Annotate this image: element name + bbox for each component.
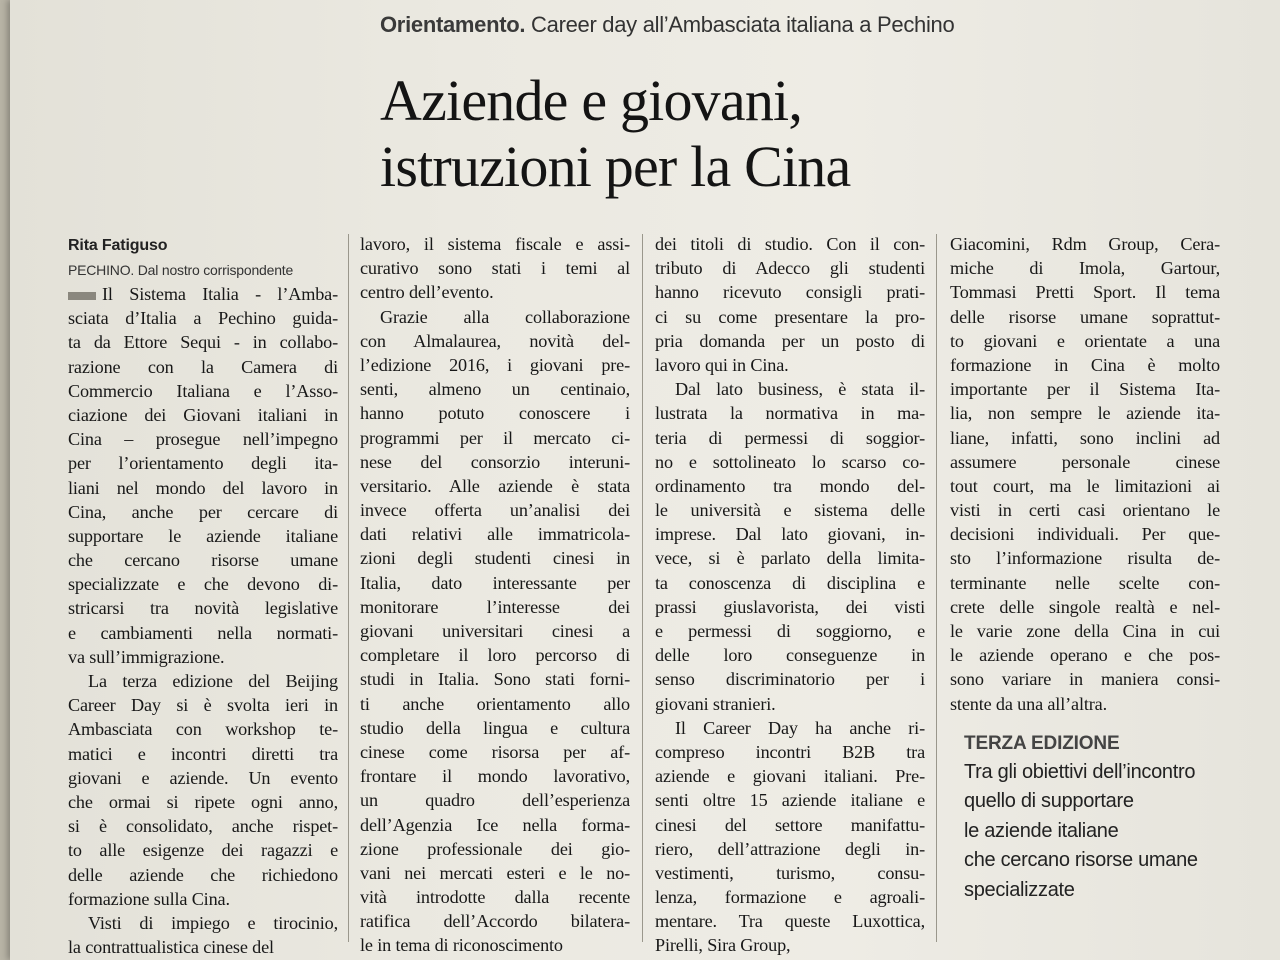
kicker-subject: Career day all’Ambasciata italiana a Pechino (531, 12, 955, 37)
text-line: monitorare l’interesse dei (360, 596, 630, 617)
text-line: centro dell’evento. (360, 282, 494, 303)
text-line: Career Day si è svolta ieri in (68, 695, 338, 716)
text-line: sto l’informazione risulta de- (950, 548, 1220, 569)
text-line: va sull’immigrazione. (68, 646, 225, 667)
text-line: vece, si è parlato della limita- (655, 548, 925, 569)
text-line: ciazione dei Giovani italiani in (68, 404, 338, 425)
text-line: sciata d’Italia a Pechino guida- (68, 308, 338, 329)
text-line: curativo sono stati i temi al (360, 258, 630, 279)
sidebar-box-text (950, 758, 1220, 906)
headline-line: istruzioni per la Cina (380, 134, 851, 199)
text-line: programmi per il mercato ci- (360, 427, 630, 448)
text-line: mentare. Tra queste Luxottica, (655, 911, 925, 932)
text-line: matici e incontri diretti tra (68, 743, 338, 764)
text-line: razione con la Camera di (68, 356, 338, 377)
text-line: hanno ricevuto consigli prati- (655, 282, 925, 303)
text-line: assumere personale cinese (950, 451, 1220, 472)
text-line: aziende e giovani italiani. Pre- (655, 766, 925, 787)
text-line: invece offerta un’analisi dei (360, 500, 630, 521)
text-line: crete delle singole realtà e nel- (950, 596, 1220, 617)
text-line: e permessi di soggiorno, e (655, 621, 925, 641)
text-line: lenza, formazione e agroali- (655, 887, 925, 908)
text-line: hanno potuto conoscere i (360, 403, 630, 424)
text-line: teria di permessi di soggior- (655, 427, 925, 448)
text-line: dell’Agenzia Ice nella forma- (360, 814, 630, 835)
text-line: Il Career Day ha anche ri- (675, 717, 925, 738)
paragraph-marker-icon (68, 292, 96, 300)
column-divider (642, 234, 643, 942)
text-line: Ambasciata con workshop te- (68, 719, 338, 740)
text-line: senso discriminatorio per i (655, 669, 925, 690)
text-line: Visti di impiego e tirocinio, (88, 912, 338, 933)
text-line: prassi giuslavorista, dei visti (655, 596, 925, 617)
article-column-3 (655, 232, 925, 958)
text-line: si è consolidato, anche rispet- (68, 816, 338, 837)
dateline: PECHINO. Dal nostro corrispondente (68, 262, 294, 278)
text-line: dei titoli di studio. Con il con- (655, 234, 925, 254)
text-line: Cina – prosegue nell’impegno (68, 429, 338, 450)
text-line: zione professionale dei gio- (360, 838, 630, 859)
text-line: studi in Italia. Sono stati forni- (360, 669, 630, 690)
text-line: ratifica dell’Accordo bilatera- (360, 911, 630, 932)
sidebar-box-line: le aziende italiane (964, 819, 1119, 842)
text-line: che cercano risorse umane (68, 550, 338, 571)
text-line: le università e sistema delle (655, 500, 925, 521)
text-line: pria domanda per un posto di (655, 330, 925, 351)
text-line: per l’orientamento degli ita- (68, 453, 338, 474)
text-line: stente da una all’altra. (950, 693, 1107, 714)
text-line: riero, dell’attrazione degli in- (655, 838, 925, 859)
text-line: liani nel mondo del lavoro in (68, 477, 338, 498)
text-line: le varie zone della Cina in cui (950, 621, 1220, 641)
text-line: la contrattualistica cinese del (68, 937, 274, 958)
text-line: imprese. Dal lato giovani, in- (655, 524, 925, 545)
text-line: visti in certi casi orientano le (950, 500, 1220, 521)
text-line: ta da Ettore Sequi - in collabo- (68, 332, 338, 353)
text-line: La terza edizione del Beijing (88, 671, 338, 691)
sidebar-box-line: Tra gli obiettivi dell’incontro (964, 760, 1196, 783)
text-line: stricarsi tra novità legislative (68, 598, 338, 619)
text-line: vità introdotte dalla recente (360, 887, 630, 908)
article-column-1 (68, 232, 338, 959)
text-line: no e sottolineato lo scarso co- (655, 451, 925, 472)
text-line: lia, non sempre le aziende ita- (950, 403, 1220, 424)
text-line: sono variare in maniera consi- (950, 669, 1220, 690)
text-line: tout court, ma le limitazioni ai (950, 475, 1220, 496)
text-line: vani nei mercati esteri e le no- (360, 862, 630, 883)
headline (380, 68, 1020, 200)
newspaper-page (10, 0, 1280, 960)
text-line: ti anche orientamento allo (360, 693, 630, 714)
text-line: Dal lato business, è stata il- (675, 379, 925, 400)
text-line: to alle esigenze dei ragazzi e (68, 840, 338, 861)
column-text (950, 232, 1220, 716)
text-line: Commercio Italiana e l’Asso- (68, 380, 338, 401)
text-line: l’edizione 2016, i giovani pre- (360, 354, 630, 375)
text-line: frontare il mondo lavorativo, (360, 766, 630, 787)
text-line: Cina, anche per cercare di (68, 501, 338, 522)
column-divider (348, 234, 349, 942)
article-column-4 (950, 232, 1220, 905)
text-line: cinese come risorsa per af- (360, 741, 630, 762)
text-line: lustrata la normativa in ma- (655, 403, 925, 424)
text-line: ci su come presentare la pro- (655, 306, 925, 327)
text-line: miche di Imola, Gartour, (950, 258, 1220, 279)
text-line: giovani universitari cinesi a (360, 621, 630, 641)
article-column-2 (360, 232, 630, 958)
text-line (68, 282, 338, 306)
text-line: delle loro conseguenze in (655, 645, 925, 666)
text-line: zioni degli studenti cinesi in (360, 548, 630, 569)
column-text (68, 282, 338, 959)
text-line: liane, infatti, sono inclini ad (950, 427, 1220, 448)
text-line: Tommasi Pretti Sport. Il tema (950, 282, 1220, 303)
text-line: completare il loro percorso di (360, 645, 630, 666)
sidebar-box-line: specializzate (964, 878, 1075, 901)
headline-line: Aziende e giovani, (380, 68, 803, 133)
text-line: senti, almeno un centinaio, (360, 379, 630, 400)
column-divider (936, 234, 937, 942)
text-line: delle risorse umane soprattut- (950, 306, 1220, 327)
text-line: le aziende operano e che pos- (950, 645, 1220, 666)
section-kicker (380, 12, 980, 38)
text-line: giovani stranieri. (655, 693, 776, 714)
kicker-section: Orientamento. (380, 12, 526, 37)
sidebar-box-line: che cercano risorse umane (964, 849, 1198, 872)
sidebar-box-line: quello di supportare (964, 790, 1134, 813)
sidebar-box-title: TERZA EDIZIONE (964, 732, 1120, 754)
text-line: ordinamento tra mondo del- (655, 475, 925, 496)
text-line: le in tema di riconoscimento (360, 935, 563, 956)
text-line: Grazie alla collaborazione (380, 306, 630, 327)
text-line: con Almalaurea, novità del- (360, 330, 630, 351)
text-line: ta conoscenza di disciplina e (655, 572, 925, 593)
text-line: studio della lingua e cultura (360, 717, 630, 738)
text-line: e cambiamenti nella normati- (68, 622, 338, 643)
text-line: lavoro, il sistema fiscale e assi- (360, 234, 630, 254)
text-line: Italia, dato interessante per (360, 572, 630, 593)
text-line: compreso incontri B2B tra (655, 741, 925, 762)
text-line: che ormai si ripete ogni anno, (68, 791, 338, 812)
text-line: importante per il Sistema Ita- (950, 379, 1220, 400)
text-line: decisioni individuali. Per que- (950, 524, 1220, 545)
text-line: vestimenti, turismo, consu- (655, 862, 925, 883)
text-line: Pirelli, Sira Group, (655, 935, 791, 956)
text-line: versitario. Alle aziende è stata (360, 475, 630, 496)
text-line: to giovani e orientate a una (950, 330, 1220, 351)
column-text (655, 232, 925, 958)
byline-author: Rita Fatiguso (68, 237, 168, 254)
text-line: giovani e aziende. Un evento (68, 767, 338, 788)
text-line: supportare le aziende italiane (68, 525, 338, 546)
text-line: formazione sulla Cina. (68, 888, 230, 909)
text-line: lavoro qui in Cina. (655, 354, 789, 375)
text-line: dati relativi alle immatricola- (360, 524, 630, 545)
column-text (360, 232, 630, 958)
text-line: nese del consorzio interuni- (360, 451, 630, 472)
text-line: terminante nelle scelte con- (950, 572, 1220, 593)
text-line: Giacomini, Rdm Group, Cera- (950, 234, 1220, 254)
text-line: formazione in Cina è molto (950, 354, 1220, 375)
text-line: delle aziende che richiedono (68, 864, 338, 885)
text-line: tributo di Adecco gli studenti (655, 258, 925, 279)
text-line: specializzate e che devono di- (68, 574, 338, 595)
text-line-content: Il Sistema Italia - l’Amba- (102, 284, 338, 304)
text-line: senti oltre 15 aziende italiane e (655, 790, 925, 811)
text-line: un quadro dell’esperienza (360, 790, 630, 811)
text-line: cinesi del settore manifattu- (655, 814, 925, 835)
